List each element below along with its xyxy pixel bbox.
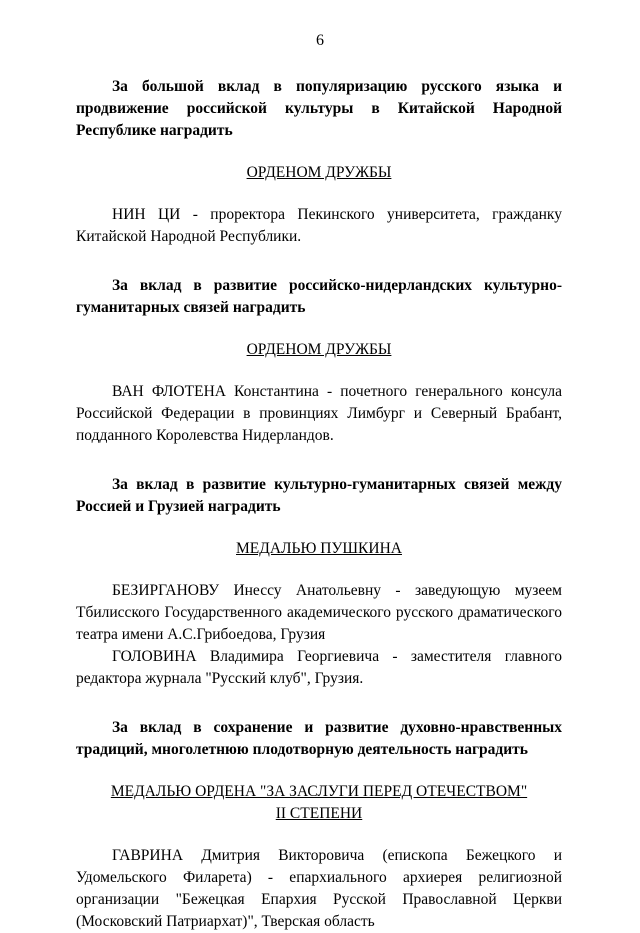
award-preamble: За вклад в развитие культурно-гуманитарных связей между Россией и Грузией наградить [76,476,562,515]
document-body [76,76,562,933]
award-recipient: ГАВРИНА Дмитрия Викторовича (епископа Бежецкого и Удомельского Филарета) - епархиального архиерея религиозной организации "Бежецкая Епархия Русской Православной Церкви (Московский Патриархат)", Тверская область [76,847,562,930]
award-title-line: МЕДАЛЬЮ ОРДЕНА "ЗА ЗАСЛУГИ ПЕРЕД ОТЕЧЕСТВОМ" [110,783,528,800]
award-section [76,275,562,447]
award-title [76,162,562,184]
award-title-line: МЕДАЛЬЮ ПУШКИНА [236,540,402,557]
award-preamble: За вклад в развитие российско-нидерландских культурно-гуманитарных связей наградить [76,277,562,316]
award-recipient: БЕЗИРГАНОВУ Инессу Анатольевну - заведующую музеем Тбилисского Государственного академического русского драматического театра имени А.С.Грибоедова, Грузия [76,582,562,643]
award-title [76,781,562,825]
award-title-line: ОРДЕНОМ ДРУЖБЫ [246,341,392,358]
award-recipient: ВАН ФЛОТЕНА Константина - почетного генерального консула Российской Федерации в провинциях Лимбург и Северный Брабант, подданного Королевства Нидерландов. [76,383,562,444]
award-title-line: ОРДЕНОМ ДРУЖБЫ [246,164,392,181]
award-recipient: ГОЛОВИНА Владимира Георгиевича - заместителя главного редактора журнала "Русский клуб", Грузия. [76,648,562,687]
award-preamble: За большой вклад в популяризацию русского языка и продвижение российской культуры в Китайской Народной Республике наградить [76,78,562,139]
award-section [76,474,562,690]
award-preamble: За вклад в сохранение и развитие духовно-нравственных традиций, многолетнюю плодотворную деятельность наградить [76,719,562,758]
award-title [76,339,562,361]
award-title [76,538,562,560]
page-number: 6 [316,32,324,49]
award-section [76,717,562,933]
award-section [76,76,562,248]
award-recipient: НИН ЦИ - проректора Пекинского университета, гражданку Китайской Народной Республики. [76,206,562,245]
award-title-line: II СТЕПЕНИ [275,805,363,822]
